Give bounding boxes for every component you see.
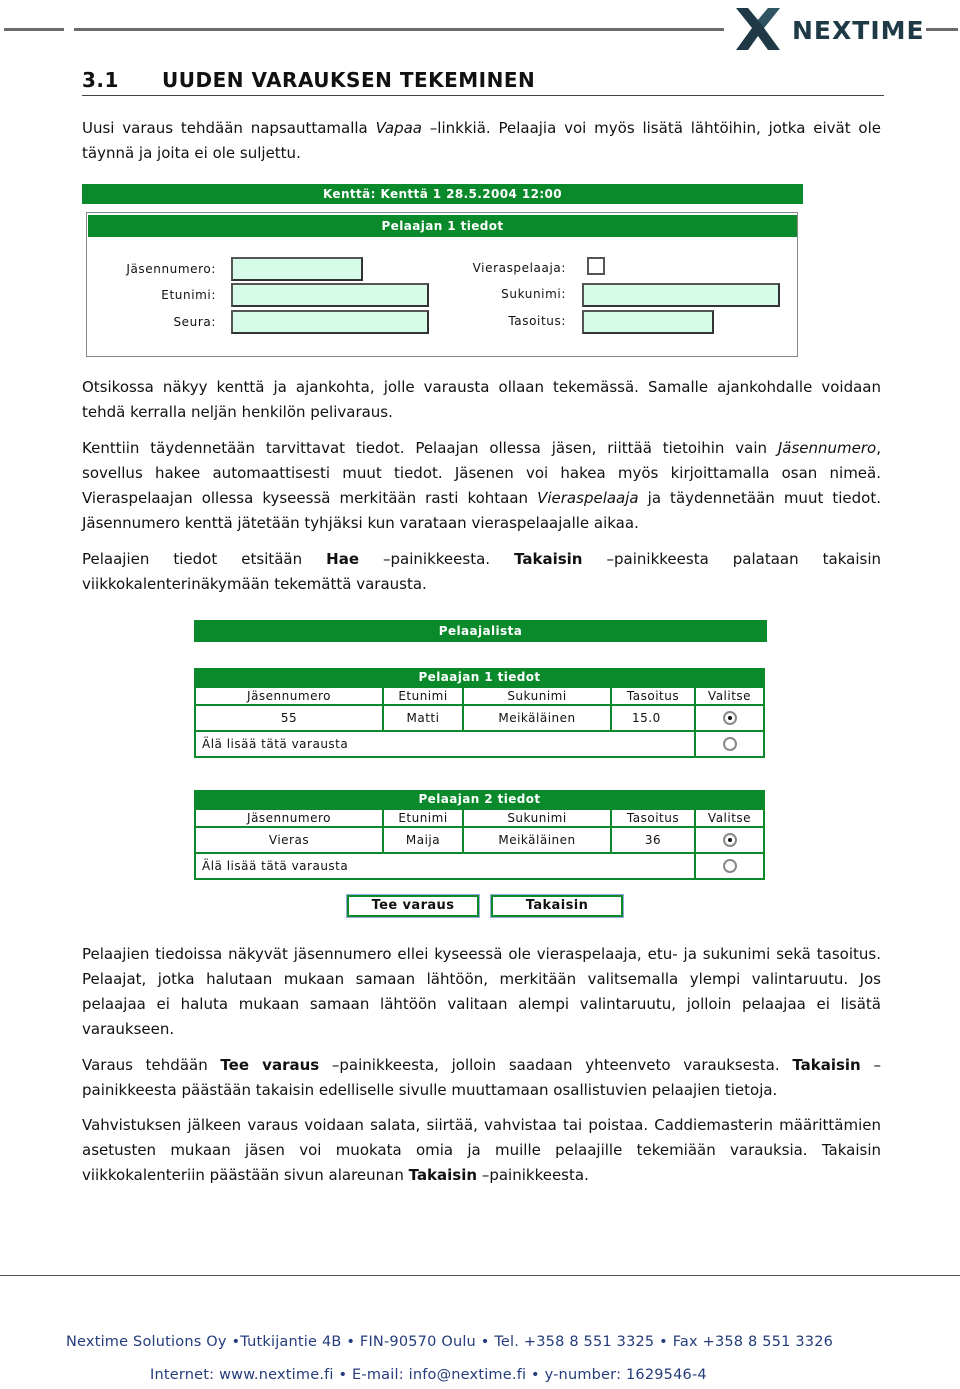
tasoitus-input[interactable] bbox=[582, 310, 714, 334]
player1-skip-cell bbox=[695, 731, 764, 757]
player2-etunimi: Maija bbox=[383, 827, 463, 853]
para3-text-2: , sovellus hakee automaattisesti muut tiedot. Jäsenen voi hakea myös kirjoittamalla osan nimeä. Vieraspelaajan ollessa kyseessä merkitään rasti kohtaan bbox=[82, 439, 881, 507]
form1-title-bar: Kenttä: Kenttä 1 28.5.2004 12:00 bbox=[82, 184, 803, 204]
header-rule-left bbox=[4, 28, 64, 31]
col-header-jasennumero: Jäsennumero bbox=[195, 687, 383, 705]
player1-etunimi: Matti bbox=[383, 705, 463, 731]
player2-select-cell bbox=[695, 827, 764, 853]
logo-text: NEXTIME bbox=[792, 16, 925, 45]
label-jasennumero: Jäsennumero: bbox=[126, 262, 216, 276]
para4-bold-takaisin: Takaisin bbox=[514, 550, 583, 568]
player1-title-bar: Pelaajan 1 tiedot bbox=[194, 668, 765, 687]
player1-skip-label: Älä lisää tätä varausta bbox=[195, 731, 695, 757]
player1-skip-radio[interactable] bbox=[723, 737, 737, 751]
player2-table bbox=[194, 808, 765, 880]
player1-select-cell bbox=[695, 705, 764, 731]
header-rule-main bbox=[74, 28, 724, 31]
para3-emphasis-jasennumero: Jäsennumero bbox=[777, 439, 877, 457]
para4-text-2: –painikkeesta. bbox=[359, 550, 515, 568]
para4-text-3: –painikkeesta palataan takaisin viikkokalenterinäkymään tekemättä varausta. bbox=[82, 550, 881, 593]
player2-tasoitus: 36 bbox=[611, 827, 695, 853]
label-vieraspelaaja: Vieraspelaaja: bbox=[472, 261, 566, 275]
player-list-title-bar: Pelaajalista bbox=[194, 620, 767, 642]
x-logo-icon bbox=[734, 6, 782, 52]
form1-subtitle-bar: Pelaajan 1 tiedot bbox=[88, 215, 797, 237]
col-header-tasoitus: Tasoitus bbox=[611, 809, 695, 827]
paragraph-confirmation-info bbox=[82, 1113, 881, 1188]
col-header-sukunimi: Sukunimi bbox=[463, 687, 611, 705]
sukunimi-input[interactable] bbox=[582, 283, 780, 307]
footer-contact: Internet: www.nextime.fi • E-mail: info@nextime.fi • y-number: 1629546-4 bbox=[150, 1367, 707, 1383]
para6-text-2: –painikkeesta, jolloin saadaan yhteenveto varauksesta. bbox=[319, 1056, 793, 1074]
label-tasoitus: Tasoitus: bbox=[508, 314, 566, 328]
intro-paragraph bbox=[82, 116, 881, 166]
col-header-tasoitus: Tasoitus bbox=[611, 687, 695, 705]
col-header-valitse: Valitse bbox=[695, 687, 764, 705]
player2-skip-label: Älä lisää tätä varausta bbox=[195, 853, 695, 879]
paragraph-reservation-info bbox=[82, 1053, 881, 1103]
footer-rule bbox=[0, 1275, 960, 1276]
label-sukunimi: Sukunimi: bbox=[501, 287, 566, 301]
intro-text-1: Uusi varaus tehdään napsauttamalla bbox=[82, 119, 376, 137]
para3-text-1: Kenttiin täydennetään tarvittavat tiedot. Pelaajan ollessa jäsen, riittää tietoihin vain bbox=[82, 439, 778, 457]
jasennumero-input[interactable] bbox=[231, 257, 363, 281]
footer-address: Nextime Solutions Oy •Tutkijantie 4B • FIN-90570 Oulu • Tel. +358 8 551 3325 • Fax +358 8 551 3326 bbox=[66, 1334, 834, 1350]
tee-varaus-button[interactable]: Tee varaus bbox=[347, 895, 479, 917]
col-header-valitse: Valitse bbox=[695, 809, 764, 827]
col-header-sukunimi: Sukunimi bbox=[463, 809, 611, 827]
paragraph-fields-info bbox=[82, 436, 881, 536]
player2-title-bar: Pelaajan 2 tiedot bbox=[194, 790, 765, 809]
player2-skip-radio[interactable] bbox=[723, 859, 737, 873]
para7-bold-takaisin: Takaisin bbox=[408, 1166, 478, 1184]
header-rule-right bbox=[926, 28, 958, 31]
para6-bold-takaisin: Takaisin bbox=[792, 1056, 861, 1074]
section-title bbox=[82, 68, 535, 92]
section-number: 3.1 bbox=[82, 68, 119, 92]
paragraph-buttons-info bbox=[82, 547, 881, 597]
intro-text-2: –linkkiä. Pelaajia voi myös lisätä lähtöihin, jotka eivät ole täynnä ja joita ei ole suljettu. bbox=[82, 119, 881, 162]
takaisin-button[interactable]: Takaisin bbox=[491, 895, 623, 917]
player1-jasennumero: 55 bbox=[195, 705, 383, 731]
label-seura: Seura: bbox=[173, 315, 216, 329]
player2-jasennumero: Vieras bbox=[195, 827, 383, 853]
section-title-text: UUDEN VARAUKSEN TEKEMINEN bbox=[162, 68, 536, 92]
player2-skip-cell bbox=[695, 853, 764, 879]
para7-text-1: Vahvistuksen jälkeen varaus voidaan salata, siirtää, vahvistaa tai poistaa. Caddiemasterin määrittämien asetusten mukaan jäsen voi muokata omia ja muille pelaajille tekemiään varauksia. Takaisin viikkokalenteriin päästään sivun alareunan bbox=[82, 1116, 881, 1184]
para7-text-2: –painikkeesta. bbox=[477, 1166, 589, 1184]
col-header-etunimi: Etunimi bbox=[383, 809, 463, 827]
intro-emphasis-vapaa: Vapaa bbox=[375, 119, 422, 137]
para6-text-3: –painikkeesta päästään takaisin edelliselle sivulle muuttamaan osallistuvien pelaajien tietoja. bbox=[82, 1056, 881, 1099]
col-header-etunimi: Etunimi bbox=[383, 687, 463, 705]
para3-text-3: ja täydennetään muut tiedot. Jäsennumero kenttä jätetään tyhjäksi kun varataan vieraspelaajalle aikaa. bbox=[82, 489, 882, 532]
para4-bold-hae: Hae bbox=[326, 550, 360, 568]
para6-text-1: Varaus tehdään bbox=[82, 1056, 221, 1074]
seura-input[interactable] bbox=[231, 310, 429, 334]
paragraph-player-info: Pelaajien tiedoissa näkyvät jäsennumero ellei kyseessä ole vieraspelaaja, etu- ja sukunimi sekä tasoitus. Pelaajat, jotka halutaan mukaan samaan lähtöön, merkitään valitsemalla ylempi valintaruutu. Jos pelaajaa ei haluta mukaan samaan lähtöön valitaan alempi valintaruutu, jolloin pelaajaa ei lisätä varaukseen. bbox=[82, 945, 881, 1038]
label-etunimi: Etunimi: bbox=[161, 288, 216, 302]
para4-text-1: Pelaajien tiedot etsitään bbox=[82, 550, 327, 568]
player1-tasoitus: 15.0 bbox=[611, 705, 695, 731]
para6-bold-tee-varaus: Tee varaus bbox=[220, 1056, 320, 1074]
para3-emphasis-vieraspelaaja: Vieraspelaaja bbox=[537, 489, 639, 507]
player2-sukunimi: Meikäläinen bbox=[463, 827, 611, 853]
player2-include-radio[interactable] bbox=[723, 833, 737, 847]
player1-sukunimi: Meikäläinen bbox=[463, 705, 611, 731]
player1-include-radio[interactable] bbox=[723, 711, 737, 725]
col-header-jasennumero: Jäsennumero bbox=[195, 809, 383, 827]
section-title-rule bbox=[82, 95, 884, 96]
vieraspelaaja-checkbox[interactable] bbox=[587, 257, 605, 275]
etunimi-input[interactable] bbox=[231, 283, 429, 307]
paragraph-heading-info: Otsikossa näkyy kenttä ja ajankohta, jolle varausta ollaan tekemässä. Samalle ajankohdalle voidaan tehdä kerralla neljän henkilön pelivaraus. bbox=[82, 378, 881, 421]
player1-table bbox=[194, 686, 765, 758]
